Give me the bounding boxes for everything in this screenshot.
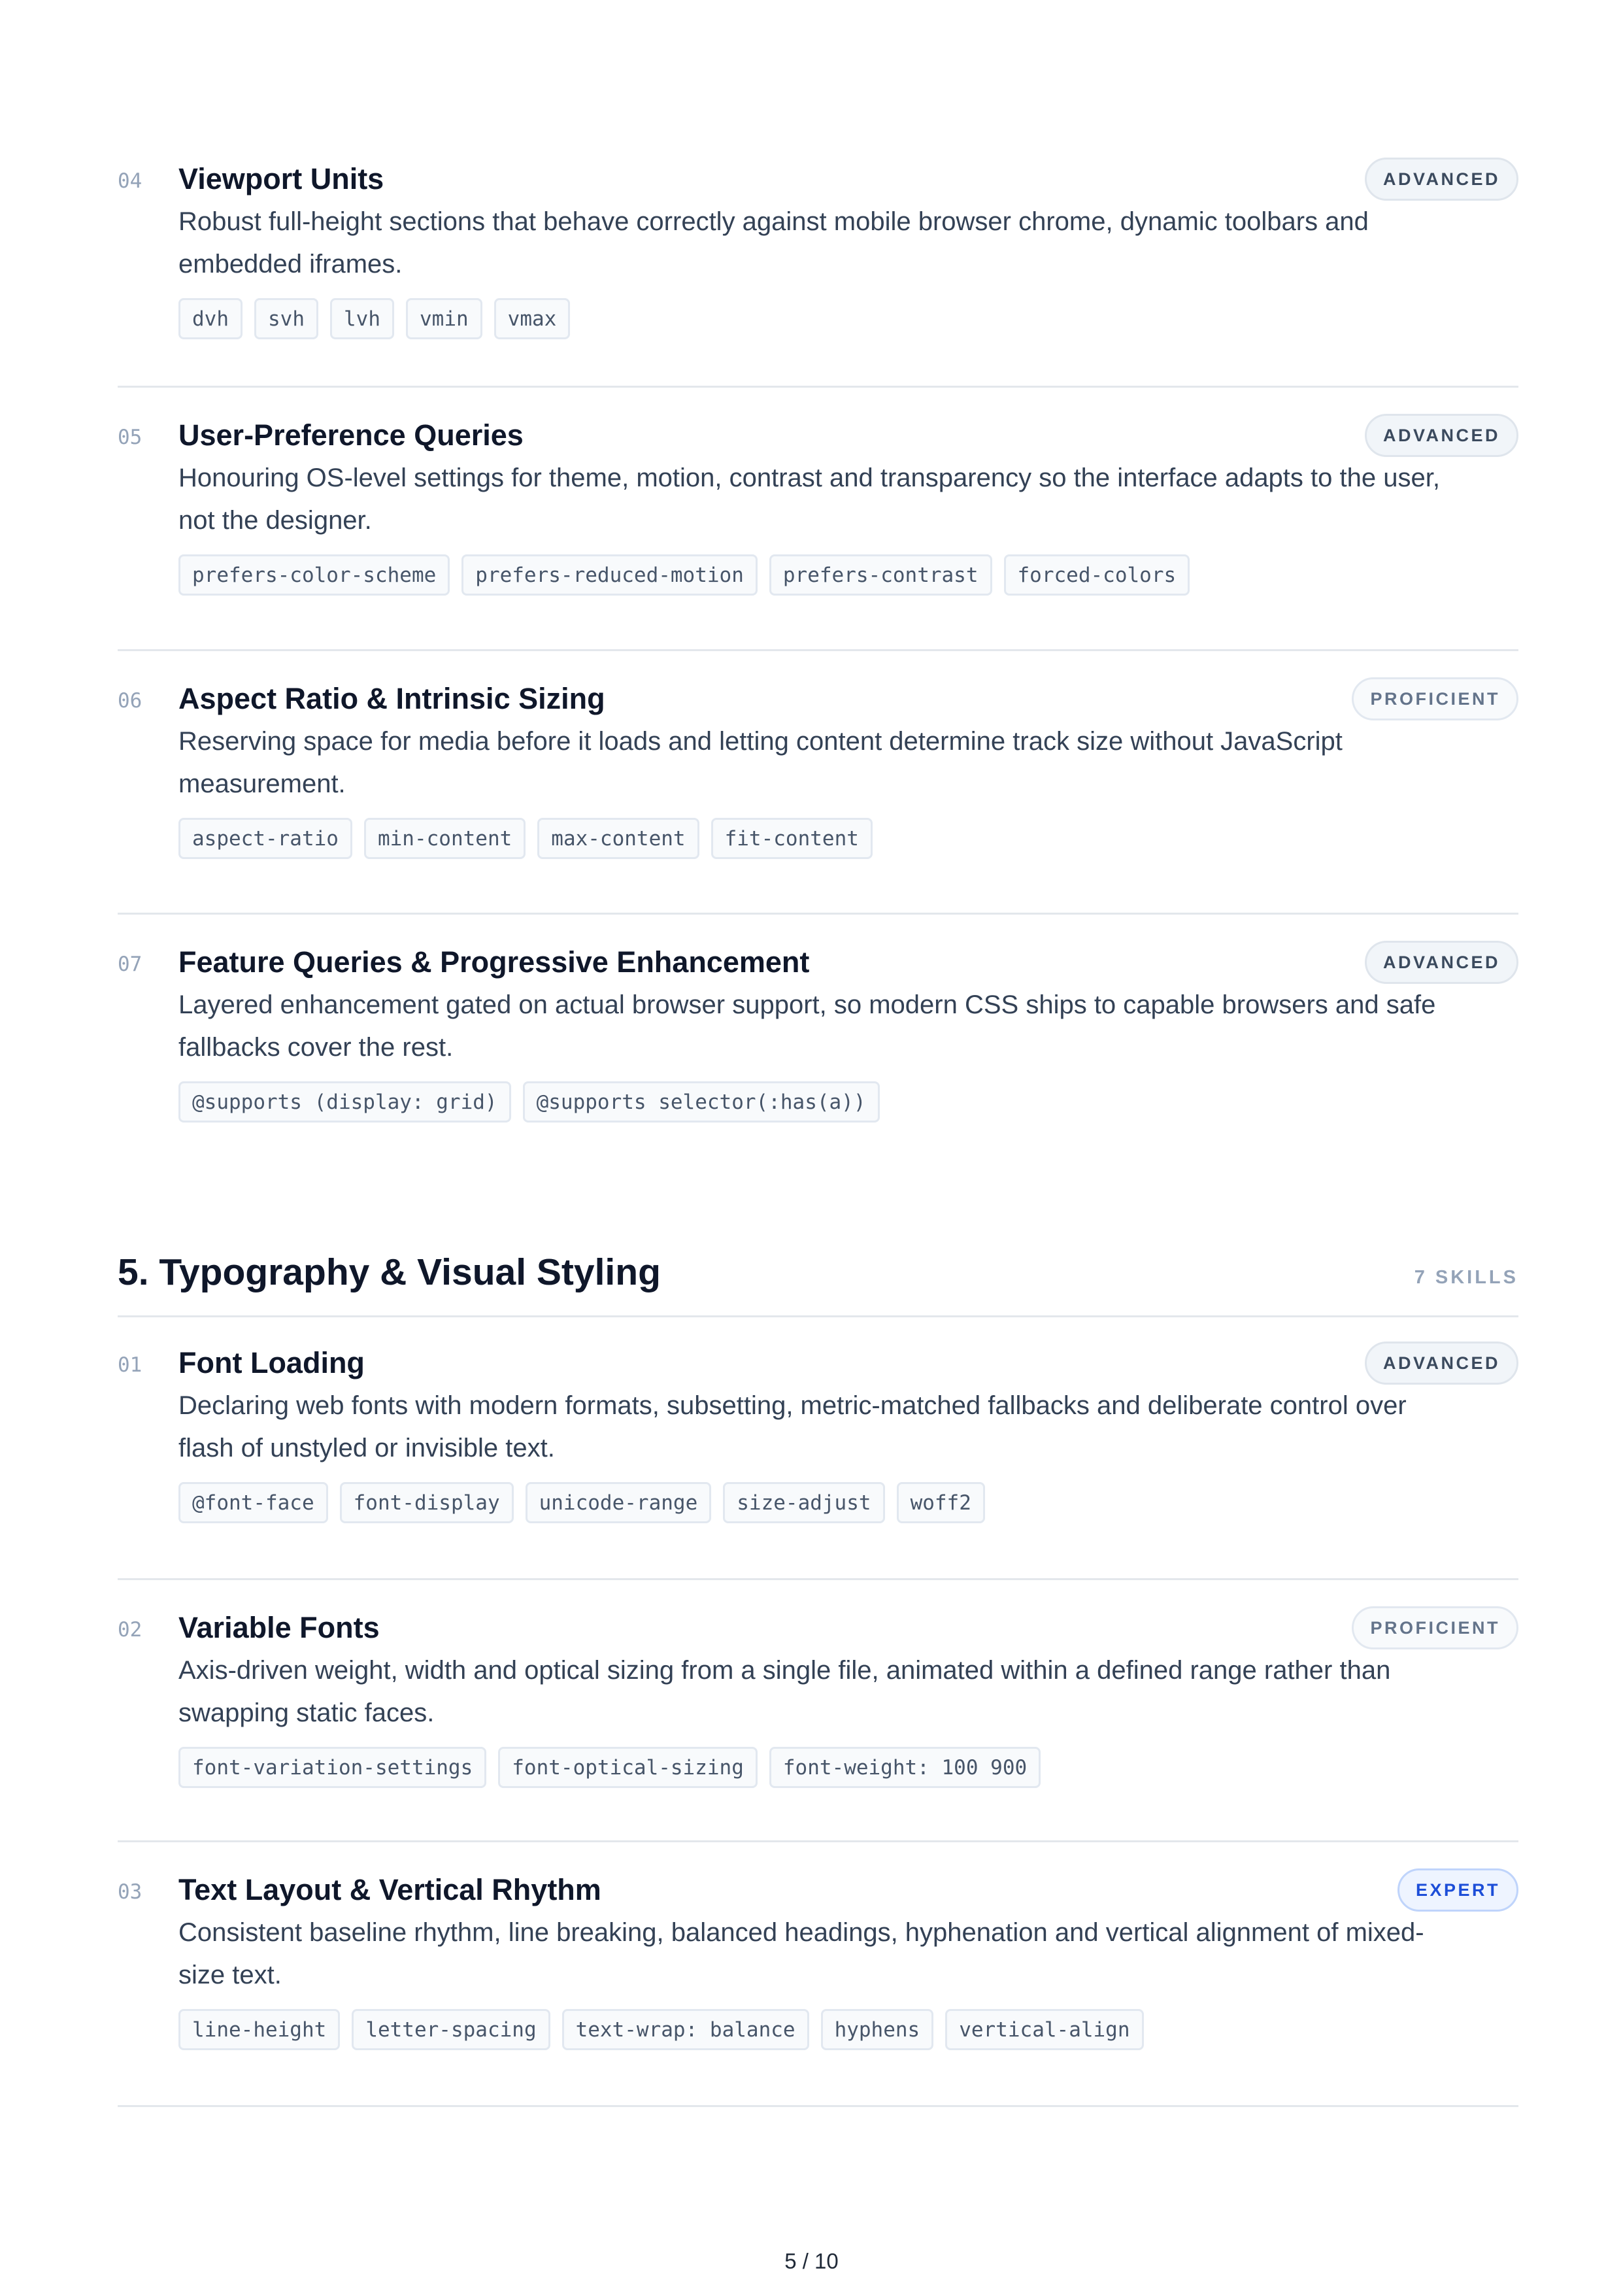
skill-description (178, 457, 1518, 542)
skill-level-badge: PROFICIENT (1352, 1606, 1518, 1649)
skill-level-badge: ADVANCED (1365, 414, 1518, 457)
description-line: flash of unstyled or invisible text. (178, 1434, 555, 1462)
description-line: Consistent baseline rhythm, line breaking, balanced headings, hyphenation and vertical alignment of mixed- (178, 1918, 1424, 1947)
skill-title: User-Preference Queries (178, 418, 524, 452)
description-line: Axis-driven weight, width and optical sizing from a single file, animated within a defined range rather than (178, 1656, 1391, 1685)
page-number: 5 / 10 (784, 2249, 839, 2273)
skill-description (178, 1385, 1518, 1470)
section-header (118, 1236, 1518, 1317)
skill-tag: letter-spacing (352, 2009, 550, 2050)
skill-item (118, 1580, 1518, 1842)
skill-tag: aspect-ratio (178, 818, 352, 859)
skill-title: Feature Queries & Progressive Enhancement (178, 945, 810, 979)
skill-tag: vmin (406, 298, 482, 339)
skill-tag-list (178, 818, 873, 859)
skill-tag: vmax (494, 298, 571, 339)
skill-level-badge: ADVANCED (1365, 158, 1518, 201)
skill-title: Viewport Units (178, 162, 384, 195)
skill-tag: font-weight: 100 900 (769, 1747, 1041, 1788)
skill-description (178, 984, 1518, 1069)
skill-tag: svh (254, 298, 318, 339)
skill-title: Font Loading (178, 1346, 365, 1379)
skill-title: Variable Fonts (178, 1611, 380, 1644)
skill-item (118, 1842, 1518, 2107)
skill-level-badge: EXPERT (1397, 1868, 1518, 1912)
skill-tag: prefers-reduced-motion (461, 554, 758, 596)
skill-number: 05 (118, 426, 142, 449)
description-line: size text. (178, 1961, 282, 1989)
skill-tag: @font-face (178, 1482, 328, 1523)
skill-level-badge: ADVANCED (1365, 1342, 1518, 1385)
skill-tag: text-wrap: balance (562, 2009, 809, 2050)
skill-item (118, 651, 1518, 915)
skill-tag-list (178, 1482, 985, 1523)
skill-tag: @supports selector(:has(a)) (523, 1081, 880, 1123)
skill-tag: size-adjust (723, 1482, 884, 1523)
skill-tag: min-content (364, 818, 526, 859)
description-line: Robust full-height sections that behave correctly against mobile browser chrome, dynamic toolbars and (178, 207, 1369, 236)
description-line: Honouring OS-level settings for theme, motion, contrast and transparency so the interface adapts to the user, (178, 464, 1440, 492)
skill-number: 06 (118, 689, 142, 713)
skill-tag: unicode-range (526, 1482, 712, 1523)
skill-number: 07 (118, 953, 142, 976)
skill-item (118, 915, 1518, 1178)
skill-tag: prefers-color-scheme (178, 554, 450, 596)
skill-tag-list (178, 1747, 1041, 1788)
skill-tag: font-display (340, 1482, 514, 1523)
description-line: Declaring web fonts with modern formats, subsetting, metric-matched fallbacks and deliberate control over (178, 1391, 1407, 1420)
skill-number: 04 (118, 169, 142, 193)
skill-number: 01 (118, 1353, 142, 1377)
skill-level-badge: PROFICIENT (1352, 677, 1518, 720)
skill-tag-list (178, 298, 570, 339)
skill-title: Aspect Ratio & Intrinsic Sizing (178, 682, 605, 715)
skill-tag-list (178, 1081, 880, 1123)
skill-tag: vertical-align (945, 2009, 1143, 2050)
skill-tag: font-optical-sizing (498, 1747, 758, 1788)
skill-description (178, 720, 1518, 805)
skill-tag: font-variation-settings (178, 1747, 486, 1788)
skill-item (118, 1315, 1518, 1580)
section-skill-count: 7 SKILLS (1414, 1267, 1518, 1288)
section-title: 5. Typography & Visual Styling (118, 1251, 661, 1293)
description-line: swapping static faces. (178, 1698, 435, 1727)
skill-tag: forced-colors (1004, 554, 1190, 596)
skill-tag: max-content (537, 818, 699, 859)
skill-description (178, 1649, 1518, 1734)
skill-description (178, 201, 1518, 286)
skill-description (178, 1912, 1518, 1997)
description-line: fallbacks cover the rest. (178, 1033, 454, 1062)
skill-tag-list (178, 554, 1190, 596)
skill-tag: fit-content (711, 818, 873, 859)
skill-tag: woff2 (897, 1482, 985, 1523)
skill-title: Text Layout & Vertical Rhythm (178, 1873, 601, 1906)
skill-tag: prefers-contrast (769, 554, 992, 596)
skill-tag-list (178, 2009, 1144, 2050)
skill-number: 03 (118, 1880, 142, 1904)
skill-tag: @supports (display: grid) (178, 1081, 511, 1123)
skill-item (118, 388, 1518, 651)
skill-number: 02 (118, 1618, 142, 1642)
description-line: measurement. (178, 769, 346, 798)
skill-tag: dvh (178, 298, 243, 339)
skill-item (118, 141, 1518, 388)
skill-tag: hyphens (821, 2009, 934, 2050)
description-line: embedded iframes. (178, 250, 403, 279)
description-line: not the designer. (178, 506, 372, 535)
skill-level-badge: ADVANCED (1365, 941, 1518, 984)
skill-tag: lvh (330, 298, 394, 339)
description-line: Reserving space for media before it loads and letting content determine track size without JavaScript (178, 727, 1343, 756)
skill-tag: line-height (178, 2009, 340, 2050)
description-line: Layered enhancement gated on actual browser support, so modern CSS ships to capable browsers and safe (178, 990, 1436, 1019)
